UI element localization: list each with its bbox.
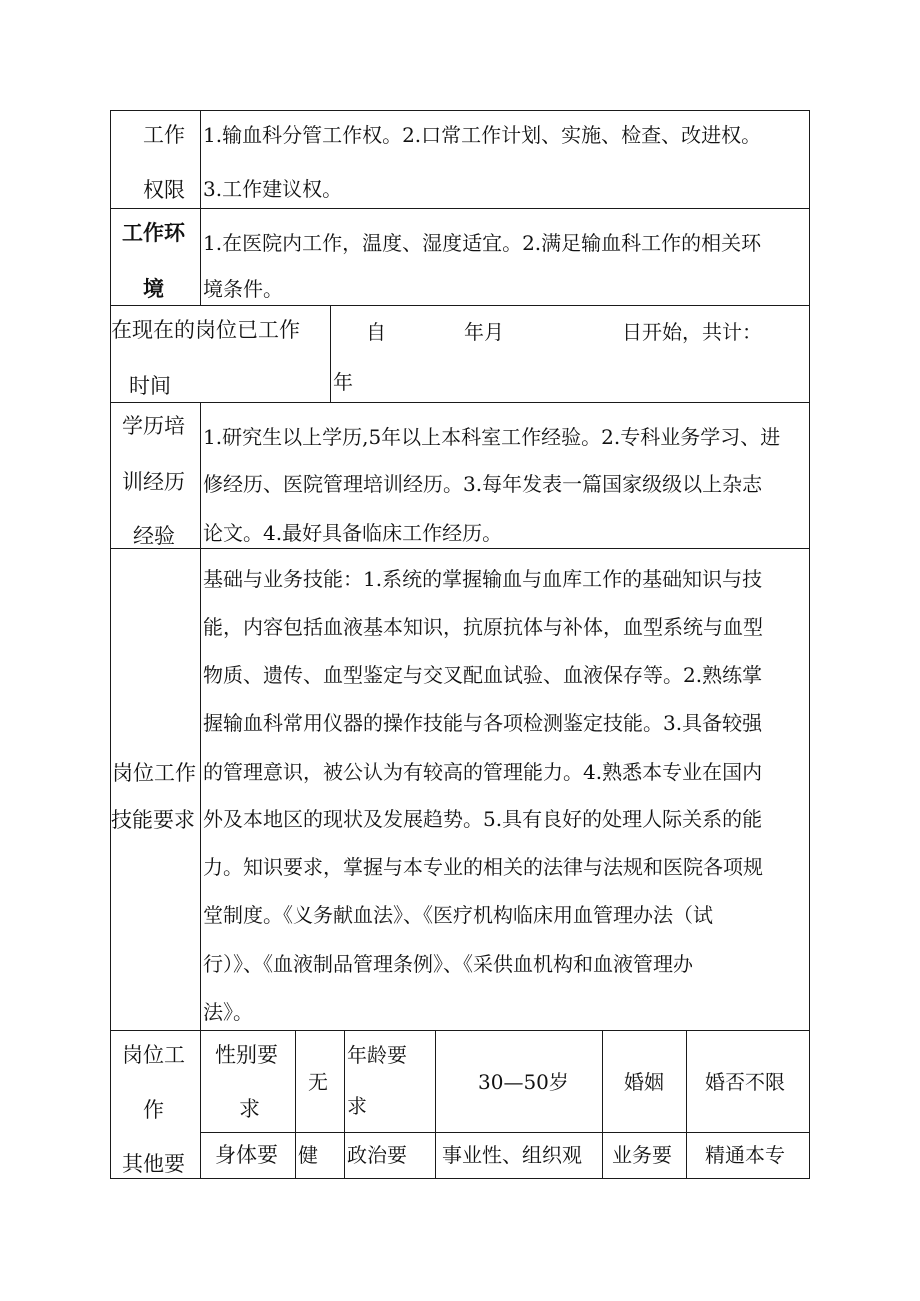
business-label: 业务要 (612, 1143, 672, 1167)
business-value: 精通本专 (705, 1143, 785, 1167)
health-value: 健 (298, 1143, 318, 1167)
skills-content-line1: 基础与业务技能：1.系统的掌握输血与血库工作的基础知识与技 (203, 567, 763, 591)
environment-content-line1: 1.在医院内工作，温度、湿度适宜。2.满足输血科工作的相关环 (203, 231, 762, 255)
authority-label-line1: 工作 (143, 123, 185, 147)
gender-label-line1: 性别要 (215, 1043, 278, 1067)
authority-content-line2: 3.工作建议权。 (203, 177, 343, 201)
skills-content-line6: 外及本地区的现状及发展趋势。5.具有良好的处理人际关系的能 (203, 807, 763, 831)
row-divider (200, 1132, 810, 1133)
age-label-line1: 年龄要 (347, 1043, 407, 1067)
table-border-bottom (110, 1178, 810, 1179)
other-label-line1: 岗位工 (122, 1043, 185, 1067)
education-label-line3: 经验 (133, 524, 175, 548)
politics-label: 政治要 (347, 1143, 407, 1167)
education-label-line2: 训经历 (122, 470, 185, 494)
row-divider (110, 305, 810, 306)
skills-content-line5: 的管理意识，被公认为有较高的管理能力。4.熟悉本专业在国内 (203, 760, 763, 784)
health-label: 身体要 (215, 1143, 278, 1167)
education-content-line2: 修经历、医院管理培训经历。3.每年发表一篇国家级级以上杂志 (203, 472, 763, 496)
authority-content-line1: 1.输血科分管工作权。2.口常工作计划、实施、检查、改进权。 (203, 123, 762, 147)
skills-content-line9: 行）》、《血液制品管理条例》、《采供血机构和血液管理办 (203, 952, 693, 976)
tenure-year: 年 (333, 370, 353, 394)
table-border-top (110, 110, 810, 111)
other-label-line2: 作 (143, 1098, 164, 1122)
education-label-line1: 学历培 (122, 414, 185, 438)
table-border-left (110, 110, 111, 1179)
education-content-line3: 论文。4.最好具备临床工作经历。 (203, 521, 503, 545)
row-divider (110, 402, 810, 403)
authority-label-line2: 权限 (143, 178, 185, 202)
environment-label-line1: 工作环 (122, 221, 185, 245)
tenure-from: 自 (366, 320, 386, 344)
skills-content-line4: 握输血科常用仪器的操作技能与各项检测鉴定技能。3.具备较强 (203, 711, 763, 735)
marriage-label: 婚姻 (624, 1070, 664, 1094)
label-column-divider (200, 110, 201, 306)
tenure-year-month: 年月 (464, 320, 504, 344)
skills-content-line10: 法》。 (203, 1000, 253, 1024)
table-border-right (809, 110, 810, 1179)
gender-value: 无 (308, 1070, 328, 1094)
environment-label-line2: 境 (143, 277, 164, 301)
environment-content-line2: 境条件。 (203, 277, 283, 301)
tenure-label-line1: 在现在的岗位已工作 (111, 318, 300, 342)
cell-divider (602, 1030, 603, 1179)
label-column-divider (200, 402, 201, 1179)
gender-label-line2: 求 (239, 1097, 260, 1121)
row-divider (110, 548, 810, 549)
skills-label-line1: 岗位工作 (112, 761, 196, 785)
skills-content-line2: 能，内容包括血液基本知识，抗原抗体与补体，血型系统与血型 (203, 615, 763, 639)
age-label-line2: 求 (347, 1094, 367, 1118)
cell-divider (295, 1030, 296, 1179)
cell-divider (344, 1030, 345, 1179)
tenure-divider (330, 305, 331, 403)
skills-content-line7: 力。知识要求，掌握与本专业的相关的法律与法规和医院各项规 (203, 855, 763, 879)
row-divider (110, 208, 810, 209)
skills-label-line2: 技能要求 (111, 808, 195, 832)
cell-divider (435, 1030, 436, 1179)
marriage-value: 婚否不限 (705, 1070, 785, 1094)
other-label-line3: 其他要 (122, 1152, 185, 1176)
row-divider (110, 1030, 810, 1031)
skills-content-line3: 物质、遗传、血型鉴定与交叉配血试验、血液保存等。2.熟练掌 (203, 663, 763, 687)
skills-content-line8: 堂制度。《义务献血法》、《医疗机构临床用血管理办法（试 (203, 903, 713, 927)
education-content-line1: 1.研究生以上学历,5年以上本科室工作经验。2.专科业务学习、进 (203, 425, 781, 449)
cell-divider (686, 1030, 687, 1179)
tenure-start-total: 日开始，共计： (622, 320, 762, 344)
tenure-label-line2: 时间 (129, 374, 171, 398)
politics-value: 事业性、组织观 (442, 1143, 582, 1167)
age-value: 30—50岁 (478, 1070, 569, 1094)
